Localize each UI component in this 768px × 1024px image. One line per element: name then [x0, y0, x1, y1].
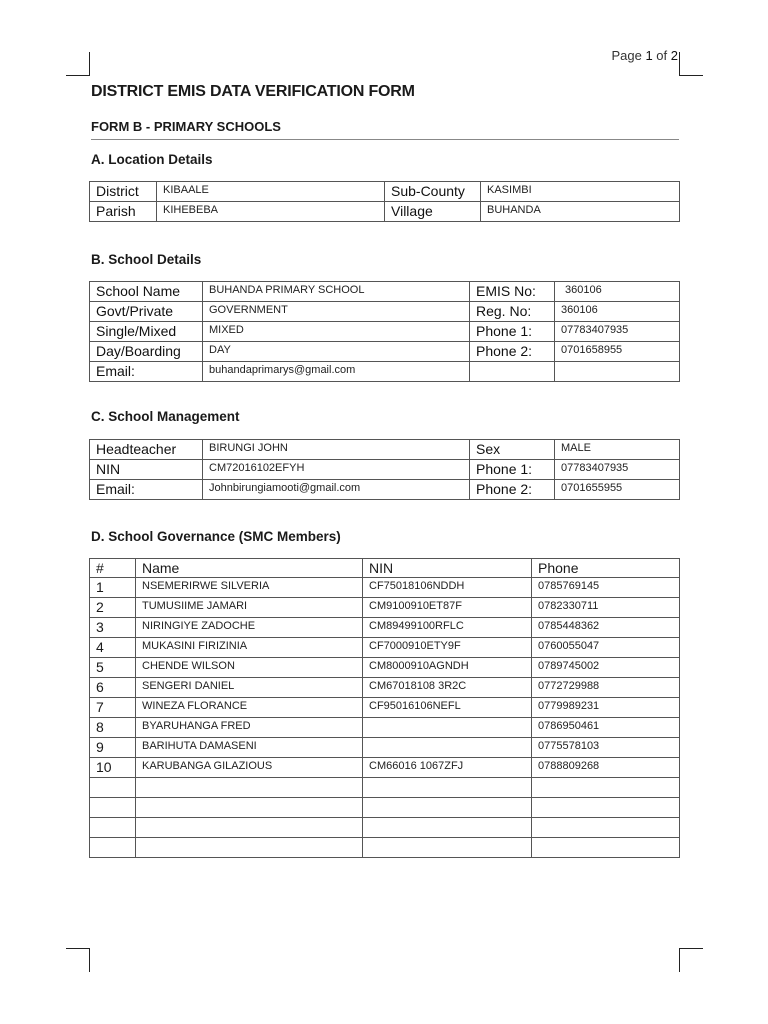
member-nin: CM67018108 3R2C: [363, 678, 532, 698]
district-label: District: [90, 182, 157, 202]
table-row: [90, 598, 680, 618]
member-nin: [363, 738, 532, 758]
member-nin: CF75018106NDDH: [363, 578, 532, 598]
table-row: [90, 480, 680, 500]
member-phone: 0760055047: [532, 638, 680, 658]
member-name: WINEZA FLORANCE: [136, 698, 363, 718]
page-current: 1: [645, 48, 653, 63]
page-prefix: Page: [611, 48, 646, 63]
sex-label: Sex: [470, 440, 555, 460]
member-number: 5: [90, 658, 136, 678]
member-phone: 0785769145: [532, 578, 680, 598]
member-number: 9: [90, 738, 136, 758]
member-phone: [532, 818, 680, 838]
nin-value: CM72016102EFYH: [203, 460, 470, 480]
school-email-value: buhandaprimarys@gmail.com: [203, 362, 470, 382]
member-name: SENGERI DANIEL: [136, 678, 363, 698]
table-row: [90, 578, 680, 598]
table-row: [90, 818, 680, 838]
member-name: TUMUSIIME JAMARI: [136, 598, 363, 618]
parish-label: Parish: [90, 202, 157, 222]
head-phone1-value: 07783407935: [555, 460, 680, 480]
section-governance-heading: D. School Governance (SMC Members): [91, 529, 341, 544]
crop-mark-bottom-right-v: [679, 948, 680, 972]
table-row: [90, 698, 680, 718]
member-phone: 0782330711: [532, 598, 680, 618]
member-phone: 0772729988: [532, 678, 680, 698]
member-name: CHENDE WILSON: [136, 658, 363, 678]
member-number: 7: [90, 698, 136, 718]
page-of: of: [652, 48, 671, 63]
table-row: [90, 798, 680, 818]
header-divider: [91, 139, 679, 140]
form-title: DISTRICT EMIS DATA VERIFICATION FORM: [91, 83, 415, 100]
empty-cell: [470, 362, 555, 382]
page-number: [611, 48, 678, 63]
reg-no-label: Reg. No:: [470, 302, 555, 322]
member-phone: 0785448362: [532, 618, 680, 638]
single-mixed-label: Single/Mixed: [90, 322, 203, 342]
nin-label: NIN: [90, 460, 203, 480]
member-phone: 0775578103: [532, 738, 680, 758]
table-row: [90, 838, 680, 858]
crop-mark-bottom-left-h: [66, 948, 90, 949]
sex-value: MALE: [555, 440, 680, 460]
day-boarding-value: DAY: [203, 342, 470, 362]
table-row: [90, 440, 680, 460]
column-header: Phone: [532, 559, 680, 578]
table-row: [90, 738, 680, 758]
table-row: [90, 202, 680, 222]
head-email-label: Email:: [90, 480, 203, 500]
phone1-label: Phone 1:: [470, 322, 555, 342]
member-name: NSEMERIRWE SILVERIA: [136, 578, 363, 598]
day-boarding-label: Day/Boarding: [90, 342, 203, 362]
table-header-row: [90, 559, 680, 578]
crop-mark-bottom-right-h: [679, 948, 703, 949]
table-row: [90, 758, 680, 778]
member-nin: CM66016 1067ZFJ: [363, 758, 532, 778]
head-phone2-label: Phone 2:: [470, 480, 555, 500]
table-row: [90, 778, 680, 798]
school-name-value: BUHANDA PRIMARY SCHOOL: [203, 282, 470, 302]
table-row: [90, 638, 680, 658]
member-phone: 0789745002: [532, 658, 680, 678]
subcounty-label: Sub-County: [385, 182, 481, 202]
headteacher-value: BIRUNGI JOHN: [203, 440, 470, 460]
crop-mark-top-left-v: [89, 52, 90, 76]
phone2-value: 0701658955: [555, 342, 680, 362]
govt-private-label: Govt/Private: [90, 302, 203, 322]
member-number: 10: [90, 758, 136, 778]
empty-cell: [555, 362, 680, 382]
section-school-heading: B. School Details: [91, 252, 202, 267]
govt-private-value: GOVERNMENT: [203, 302, 470, 322]
member-name: BYARUHANGA FRED: [136, 718, 363, 738]
school-table: [89, 281, 680, 382]
headteacher-label: Headteacher: [90, 440, 203, 460]
section-location-heading: A. Location Details: [91, 152, 213, 167]
location-table: [89, 181, 680, 222]
column-header: Name: [136, 559, 363, 578]
head-email-value: Johnbirungiamooti@gmail.com: [203, 480, 470, 500]
member-phone: [532, 778, 680, 798]
emis-label: EMIS No:: [470, 282, 555, 302]
member-nin: [363, 798, 532, 818]
village-value: BUHANDA: [481, 202, 680, 222]
management-table: [89, 439, 680, 500]
column-header: #: [90, 559, 136, 578]
member-nin: [363, 838, 532, 858]
phone1-value: 07783407935: [555, 322, 680, 342]
section-management-heading: C. School Management: [91, 409, 240, 424]
member-nin: CF7000910ETY9F: [363, 638, 532, 658]
member-nin: CF95016106NEFL: [363, 698, 532, 718]
table-row: [90, 322, 680, 342]
crop-mark-top-left-h: [66, 75, 90, 76]
member-phone: 0788809268: [532, 758, 680, 778]
subcounty-value: KASIMBI: [481, 182, 680, 202]
table-row: [90, 282, 680, 302]
table-row: [90, 718, 680, 738]
member-phone: 0786950461: [532, 718, 680, 738]
table-row: [90, 618, 680, 638]
form-subtitle: FORM B - PRIMARY SCHOOLS: [91, 119, 281, 134]
reg-no-value: 360106: [555, 302, 680, 322]
table-row: [90, 658, 680, 678]
table-row: [90, 342, 680, 362]
member-number: [90, 818, 136, 838]
single-mixed-value: MIXED: [203, 322, 470, 342]
member-nin: CM8000910AGNDH: [363, 658, 532, 678]
table-row: [90, 182, 680, 202]
table-row: [90, 460, 680, 480]
column-header: NIN: [363, 559, 532, 578]
table-row: [90, 302, 680, 322]
member-number: 4: [90, 638, 136, 658]
member-name: BARIHUTA DAMASENI: [136, 738, 363, 758]
member-name: [136, 798, 363, 818]
member-nin: CM89499100RFLC: [363, 618, 532, 638]
member-name: [136, 778, 363, 798]
member-phone: [532, 798, 680, 818]
district-value: KIBAALE: [157, 182, 385, 202]
member-name: [136, 818, 363, 838]
member-phone: 0779989231: [532, 698, 680, 718]
member-nin: [363, 818, 532, 838]
member-number: 8: [90, 718, 136, 738]
phone2-label: Phone 2:: [470, 342, 555, 362]
member-name: [136, 838, 363, 858]
member-number: [90, 778, 136, 798]
smc-members-table: [89, 558, 680, 858]
crop-mark-top-right-h: [679, 75, 703, 76]
head-phone1-label: Phone 1:: [470, 460, 555, 480]
school-email-label: Email:: [90, 362, 203, 382]
member-number: 2: [90, 598, 136, 618]
member-name: NIRINGIYE ZADOCHE: [136, 618, 363, 638]
member-phone: [532, 838, 680, 858]
member-number: [90, 798, 136, 818]
member-name: MUKASINI FIRIZINIA: [136, 638, 363, 658]
member-nin: [363, 778, 532, 798]
table-row: [90, 678, 680, 698]
member-nin: [363, 718, 532, 738]
member-number: [90, 838, 136, 858]
school-name-label: School Name: [90, 282, 203, 302]
head-phone2-value: 0701655955: [555, 480, 680, 500]
member-name: KARUBANGA GILAZIOUS: [136, 758, 363, 778]
page-total: 2: [670, 48, 678, 63]
village-label: Village: [385, 202, 481, 222]
crop-mark-bottom-left-v: [89, 948, 90, 972]
member-number: 3: [90, 618, 136, 638]
member-nin: CM9100910ET87F: [363, 598, 532, 618]
member-number: 6: [90, 678, 136, 698]
parish-value: KIHEBEBA: [157, 202, 385, 222]
emis-value: 360106: [555, 282, 680, 302]
table-row: [90, 362, 680, 382]
crop-mark-top-right-v: [679, 52, 680, 76]
member-number: 1: [90, 578, 136, 598]
